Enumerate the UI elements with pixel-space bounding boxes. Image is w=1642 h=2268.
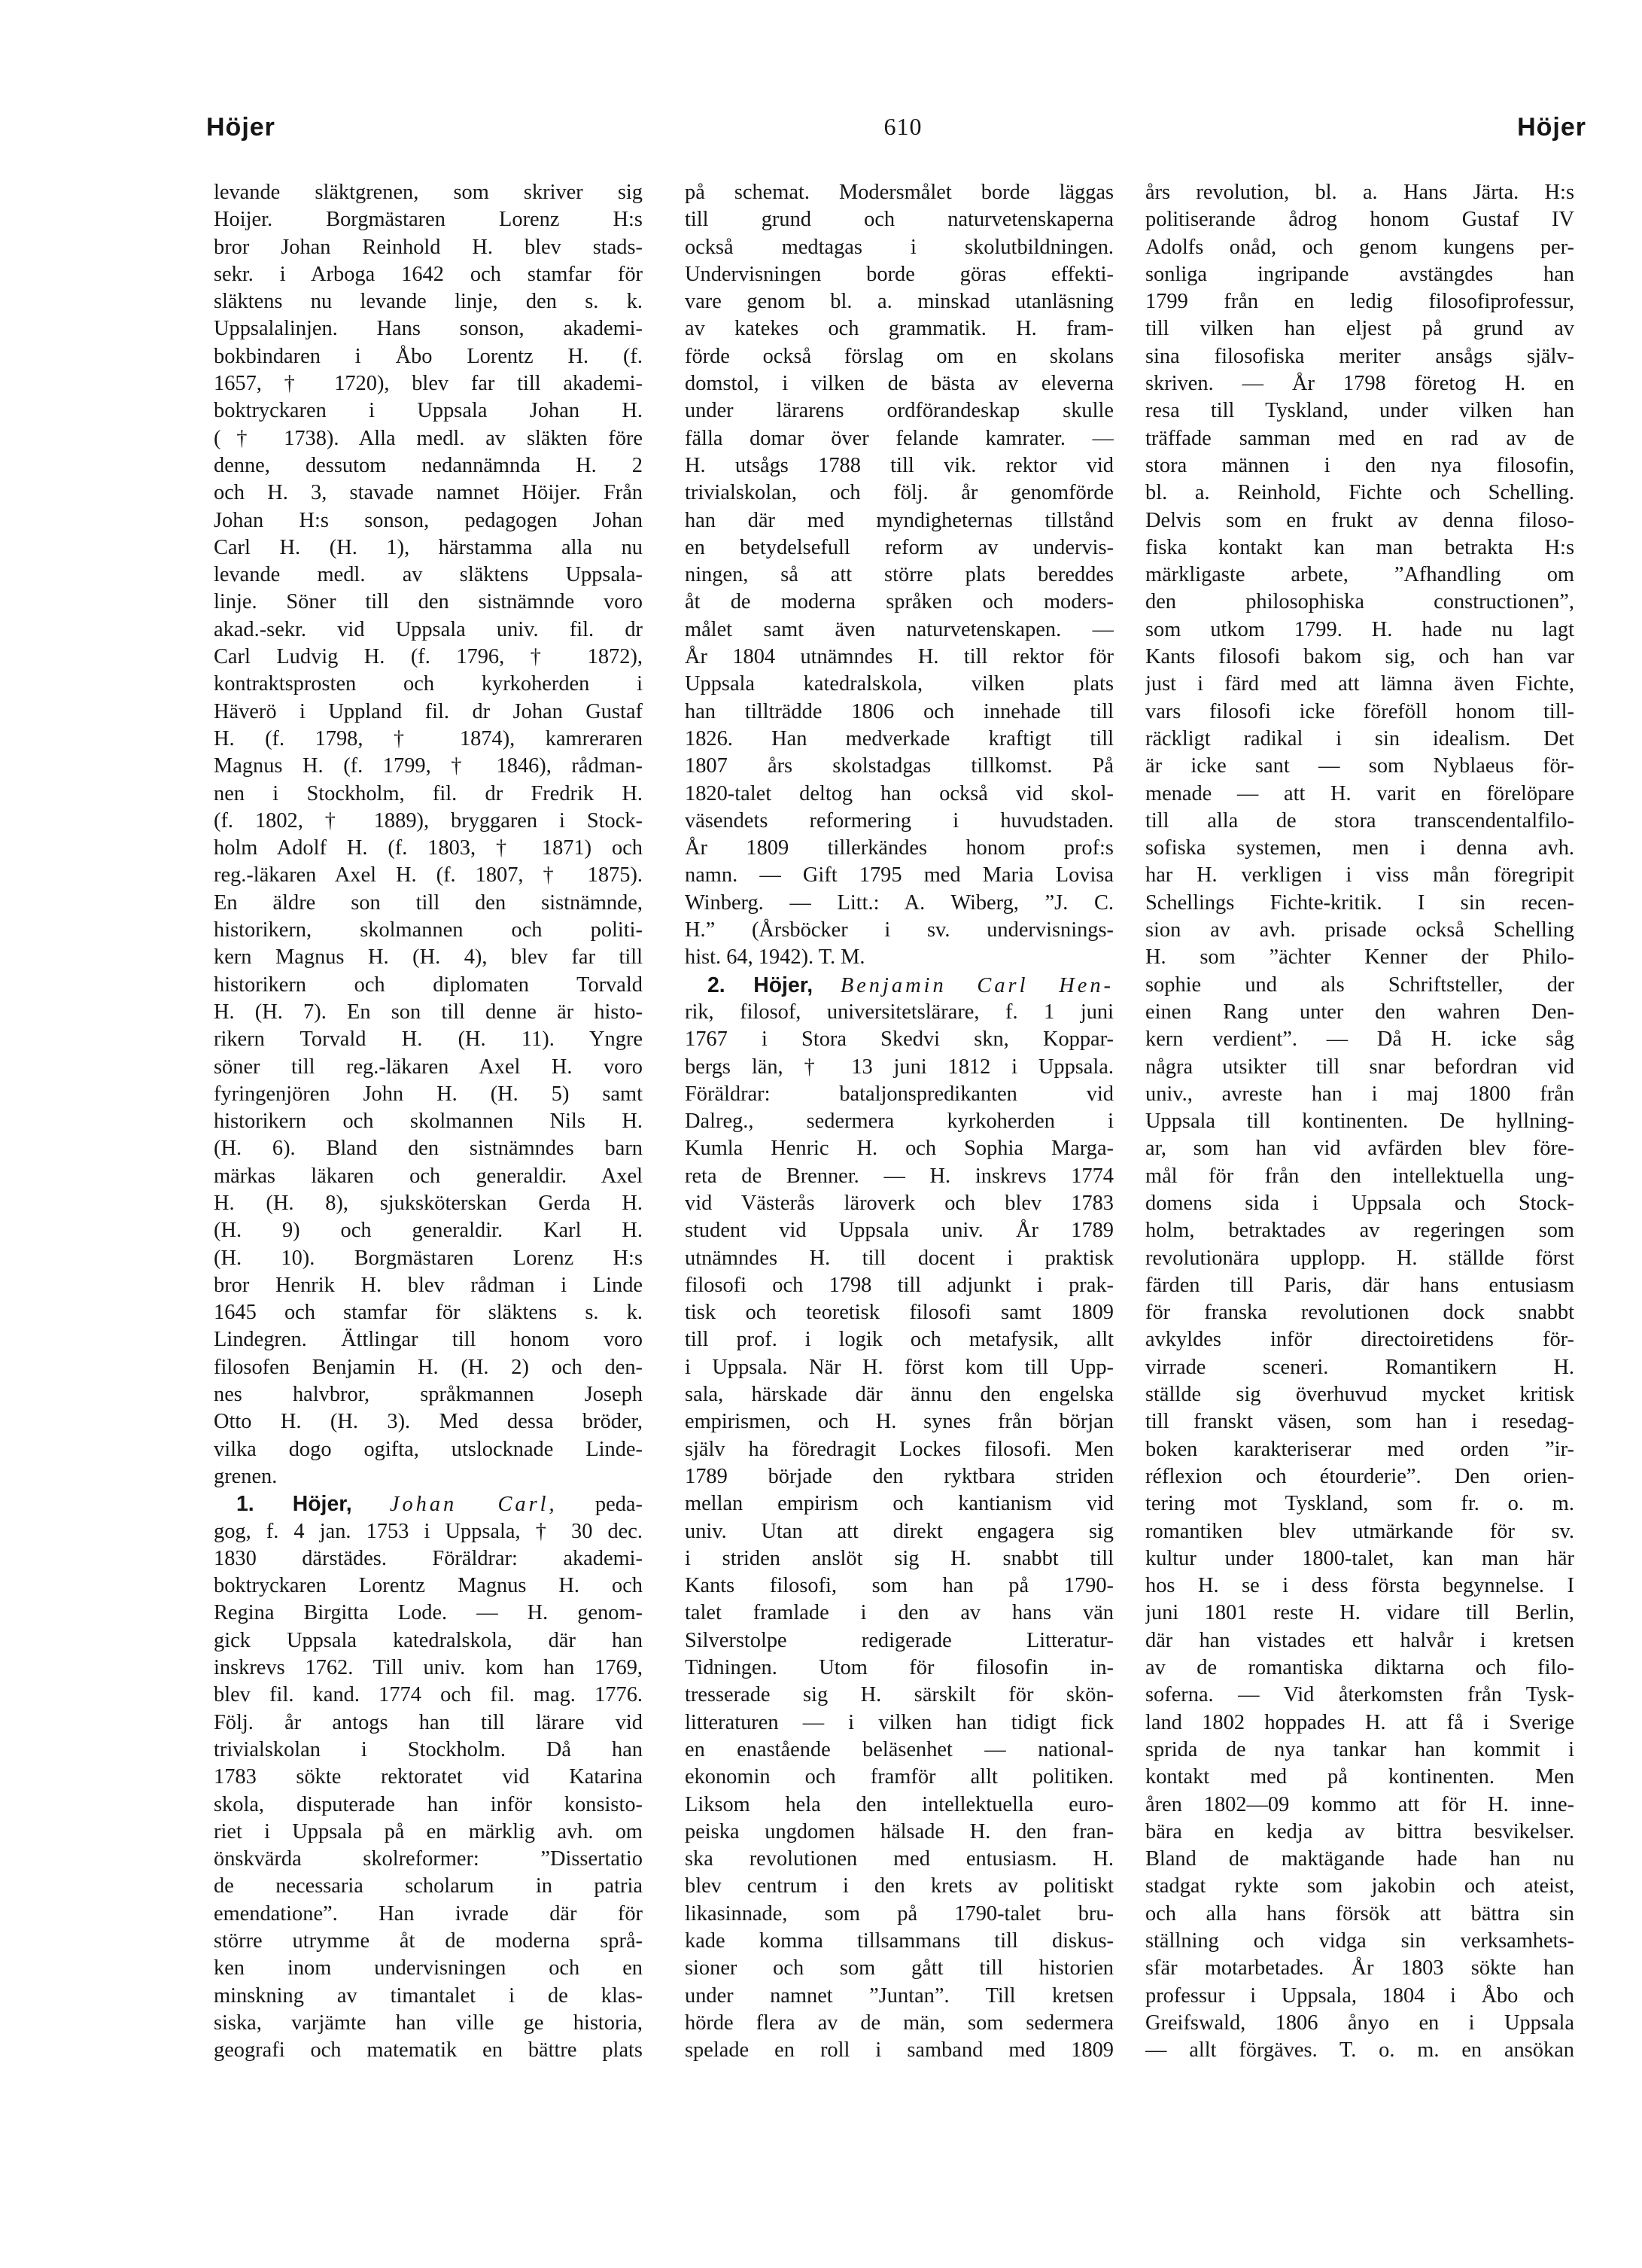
text-line: student vid Uppsala univ. År 1789 — [685, 1219, 1114, 1243]
text-line: under lärarens ordförandeskap skulle — [685, 399, 1114, 423]
text-line: Kumla Henric H. och Sophia Marga- — [685, 1137, 1114, 1161]
text-line: stora männen i den nya filosofin, — [1145, 453, 1574, 477]
text-line: söner till reg.-läkaren Axel H. voro — [214, 1055, 643, 1079]
text-line: räckligt radikal i sin idealism. Det — [1145, 726, 1574, 750]
column-middle — [685, 179, 1114, 2064]
column-left — [214, 179, 643, 2064]
text-line: H. som ”ächter Kenner der Philo- — [1145, 945, 1574, 970]
text-line: Delvis som en frukt av denna filoso- — [1145, 508, 1574, 532]
text-line: vilka dogo ogifta, utslocknade Linde- — [214, 1437, 643, 1461]
text-line: 1767 i Stora Skedvi skn, Koppar- — [685, 1027, 1114, 1052]
text-line: († 1738). Alla medl. av släkten före — [214, 426, 643, 450]
text-line: Häverö i Uppland fil. dr Johan Gustaf — [214, 699, 643, 723]
text-line: domstol, i vilken de bästa av eleverna — [685, 372, 1114, 396]
text-line: blev centrum i den krets av politiskt — [685, 1874, 1114, 1898]
text-line: bror Johan Reinhold H. blev stads- — [214, 235, 643, 259]
text-line: mellan empirism och kantianism vid — [685, 1492, 1114, 1516]
text-line: År 1804 utnämndes H. till rektor för — [685, 645, 1114, 669]
text-line: sfär motarbetades. År 1803 sökte han — [1145, 1956, 1574, 1980]
text-line: peiska ungdomen hälsade H. den fran- — [685, 1819, 1114, 1843]
text-line: till alla de stora transcendentalfilo- — [1145, 808, 1574, 833]
text-line: vare genom bl. a. minskad utanläsning — [685, 290, 1114, 314]
text-line: reg.-läkaren Axel H. (f. 1807, † 1875). — [214, 863, 643, 887]
text-line: kern Magnus H. (H. 4), blev far till — [214, 945, 643, 970]
text-line: för franska revolutionen dock snabbt — [1145, 1301, 1574, 1325]
text-line: sonliga ingripande avstängdes han — [1145, 262, 1574, 286]
text-line: i striden anslöt sig H. snabbt till — [685, 1546, 1114, 1570]
text-line: Uppsalalinjen. Hans sonson, akademi- — [214, 317, 643, 341]
text-line: levande medl. av släktens Uppsala- — [214, 563, 643, 587]
text-line: till vilken han eljest på grund av — [1145, 317, 1574, 341]
text-line: åt de moderna språken och moders- — [685, 590, 1114, 614]
text-line: talet framlade i den av hans vän — [685, 1601, 1114, 1625]
text-line: vars filosofi icke föreföll honom till- — [1145, 699, 1574, 723]
entry-heading — [685, 972, 1114, 999]
text-line: mål för från den intellektuella ung- — [1145, 1164, 1574, 1188]
text-line: historikern, skolmannen och politi- — [214, 918, 643, 942]
text-line: just i färd med att lämna även Fichte, — [1145, 672, 1574, 696]
text-line: Bland de maktägande hade han nu — [1145, 1847, 1574, 1871]
text-line: gick Uppsala katedralskola, där han — [214, 1628, 643, 1652]
text-line: också medtagas i skolutbildningen. — [685, 235, 1114, 259]
text-line: emendatione”. Han ivrade där för — [214, 1901, 643, 1926]
text-line: bror Henrik H. blev rådman i Linde — [214, 1273, 643, 1297]
text-line: släktens nu levande linje, den s. k. — [214, 290, 643, 314]
text-line: En äldre son till den sistnämnde, — [214, 890, 643, 915]
text-line: Adolfs onåd, och genom kungens per- — [1145, 235, 1574, 259]
text-line: denne, dessutom nedannämnda H. 2 — [214, 453, 643, 477]
text-line: Hoijer. Borgmästaren Lorenz H:s — [214, 208, 643, 232]
text-line: reta de Brenner. — H. inskrevs 1774 — [685, 1164, 1114, 1188]
text-line: domens sida i Uppsala och Stock- — [1145, 1191, 1574, 1215]
text-line: H. (H. 8), sjuksköterskan Gerda H. — [214, 1191, 643, 1215]
text-line: under namnet ”Juntan”. Till kretsen — [685, 1983, 1114, 2008]
text-line: till franskt väsen, som han i resedag- — [1145, 1410, 1574, 1434]
text-line: menade — att H. varit en förelöpare — [1145, 781, 1574, 805]
text-line: Silverstolpe redigerade Litteratur- — [685, 1628, 1114, 1652]
text-line: Undervisningen borde göras effekti- — [685, 262, 1114, 286]
text-line: 1783 sökte rektoratet vid Katarina — [214, 1765, 643, 1789]
text-line: utnämndes H. till docent i praktisk — [685, 1246, 1114, 1270]
entry-suffix: peda- — [594, 1493, 643, 1517]
text-line: Kants filosofi bakom sig, och han var — [1145, 645, 1574, 669]
text-line: kontraktsprosten och kyrkoherden i — [214, 672, 643, 696]
text-line: levande släktgrenen, som skriver sig — [214, 181, 643, 204]
text-line: kontakt med på kontinenten. Men — [1145, 1765, 1574, 1789]
text-line: fyringenjören John H. (H. 5) samt — [214, 1082, 643, 1106]
text-line: 1820-talet deltog han också vid skol- — [685, 781, 1114, 805]
text-line: skriven. — År 1798 företog H. en — [1145, 372, 1574, 396]
text-line: och alla hans försök att bättra sin — [1145, 1901, 1574, 1926]
text-line: sioner och som gått till historien — [685, 1956, 1114, 1980]
text-line: ekonomin och framför allt politiken. — [685, 1765, 1114, 1789]
text-line: nen i Stockholm, fil. dr Fredrik H. — [214, 781, 643, 805]
text-line: sion av avh. prisade också Schelling — [1145, 918, 1574, 942]
text-line: hist. 64, 1942). T. M. — [685, 945, 865, 970]
column-right — [1145, 179, 1574, 2064]
text-line: blev fil. kand. 1774 och fil. mag. 1776. — [214, 1683, 643, 1707]
text-line: och H. 3, stavade namnet Höijer. Från — [214, 481, 643, 505]
text-line: fälla domar över felande kamrater. — — [685, 426, 1114, 450]
text-line: Dalreg., sedermera kyrkoherden i — [685, 1110, 1114, 1134]
entry-heading — [214, 1490, 643, 1518]
text-line: skola, disputerade han inför konsisto- — [214, 1792, 643, 1816]
text-line: 1826. Han medverkade kraftigt till — [685, 726, 1114, 750]
text-line: stadgat rykte som jakobin och ateist, — [1145, 1874, 1574, 1898]
text-line: Johan H:s sonson, pedagogen Johan — [214, 508, 643, 532]
text-line: träffade samman med en rad av de — [1145, 426, 1574, 450]
text-line: univ., avreste han i maj 1800 från — [1145, 1082, 1574, 1106]
text-line: inskrevs 1762. Till univ. kom han 1769, — [214, 1656, 643, 1680]
text-line: nes halvbror, språkmannen Joseph — [214, 1383, 643, 1407]
text-line: en enastående beläsenhet — national- — [685, 1737, 1114, 1761]
text-line: romantiken blev utmärkande för sv. — [1145, 1519, 1574, 1543]
text-line: likasinnade, som på 1790-talet bru- — [685, 1901, 1114, 1926]
text-line: boktryckaren Lorentz Magnus H. och — [214, 1574, 643, 1598]
entry-number: 2. Höjer, — [707, 973, 813, 997]
text-line: kultur under 1800-talet, kan man här — [1145, 1546, 1574, 1570]
text-line: filosofen Benjamin H. (H. 2) och den- — [214, 1355, 643, 1379]
text-line: 1789 började den ryktbara striden — [685, 1464, 1114, 1488]
text-line: Lindegren. Ättlingar till honom voro — [214, 1328, 643, 1352]
text-line: historikern och skolmannen Nils H. — [214, 1110, 643, 1134]
text-line: holm Adolf H. (f. 1803, † 1871) och — [214, 836, 643, 860]
text-line: sekr. i Arboga 1642 och stamfar för — [214, 262, 643, 286]
text-line: själv ha föredragit Lockes filosofi. Men — [685, 1437, 1114, 1461]
text-line: i Uppsala. När H. först kom till Upp- — [685, 1355, 1114, 1379]
text-line: tering mot Tyskland, som fr. o. m. — [1145, 1492, 1574, 1516]
text-line: univ. Utan att direkt engagera sig — [685, 1519, 1114, 1543]
text-line: virrade sceneri. Romantikern H. — [1145, 1355, 1574, 1379]
text-line: siska, varjämte han ville ge historia, — [214, 2011, 643, 2035]
text-line: några utsikter till snar befordran vid — [1145, 1055, 1574, 1079]
text-line: hos H. se i dess första begynnelse. I — [1145, 1574, 1574, 1598]
text-line: sofiska systemen, men i denna avh. — [1145, 836, 1574, 860]
text-line: boken karakteriserar med orden ”ir- — [1145, 1437, 1574, 1461]
text-line: litteraturen — i vilken han tidigt fick — [685, 1710, 1114, 1734]
text-line: holm, betraktades av regeringen som — [1145, 1219, 1574, 1243]
text-line: Schellings Fichte-kritik. I sin recen- — [1145, 890, 1574, 915]
text-line: revolutionära upplopp. H. ställde först — [1145, 1246, 1574, 1270]
text-line: Regina Birgitta Lode. — H. genom- — [214, 1601, 643, 1625]
text-line: gog, f. 4 jan. 1753 i Uppsala, † 30 dec. — [214, 1519, 643, 1543]
text-line: kade komma tillsammans till diskus- — [685, 1929, 1114, 1953]
page-number: 610 — [883, 113, 923, 140]
text-line: namn. — Gift 1795 med Maria Lovisa — [685, 863, 1114, 887]
text-line: ningen, så att större plats bereddes — [685, 563, 1114, 587]
text-line: empirismen, och H. synes från början — [685, 1410, 1114, 1434]
text-line: juni 1801 reste H. vidare till Berlin, — [1145, 1601, 1574, 1625]
text-line: tresserade sig H. särskilt för skön- — [685, 1683, 1114, 1707]
text-line: av de romantiska diktarna och filo- — [1145, 1656, 1574, 1680]
text-line: Uppsala katedralskola, vilken plats — [685, 672, 1114, 696]
text-line: kern verdient”. — Då H. icke såg — [1145, 1027, 1574, 1052]
text-line: har H. verkligen i viss mån föregripit — [1145, 863, 1574, 887]
text-line: vid Västerås läroverk och blev 1783 — [685, 1191, 1114, 1215]
text-line: — allt förgäves. T. o. m. en ansökan — [1145, 2038, 1574, 2063]
text-line: bära en kedja av bittra besvikelser. — [1145, 1819, 1574, 1843]
text-line: Carl Ludvig H. (f. 1796, † 1872), — [214, 645, 643, 669]
text-line: ställde sig överhuvud mycket kritisk — [1145, 1383, 1574, 1407]
running-head-left: Höjer — [206, 113, 275, 142]
text-line: minskning av timantalet i de klas- — [214, 1983, 643, 2008]
text-line: (H. 6). Bland den sistnämndes barn — [214, 1137, 643, 1161]
text-line: tisk och teoretisk filosofi samt 1809 — [685, 1301, 1114, 1325]
text-line: han tillträdde 1806 och innehade till — [685, 699, 1114, 723]
text-line: bokbindaren i Åbo Lorentz H. (f. — [214, 344, 643, 368]
text-line: akad.-sekr. vid Uppsala univ. fil. dr — [214, 617, 643, 641]
text-line: sala, härskade där ännu den engelska — [685, 1383, 1114, 1407]
text-line: H. (H. 7). En son till denne är histo- — [214, 1000, 643, 1024]
text-line: rik, filosof, universitetslärare, f. 1 juni — [685, 1000, 1114, 1024]
text-line: spelade en roll i samband med 1809 — [685, 2038, 1114, 2063]
text-line: märkligaste arbete, ”Afhandling om — [1145, 563, 1574, 587]
text-line: Följ. år antogs han till lärare vid — [214, 1710, 643, 1734]
entry-name: Benjamin Carl Hen- — [840, 973, 1114, 997]
text-line: den philosophiska constructionen”, — [1145, 590, 1574, 614]
text-line: sina filosofiska meriter ansågs själv- — [1145, 344, 1574, 368]
text-line: till prof. i logik och metafysik, allt — [685, 1328, 1114, 1352]
text-line: trivialskolan i Stockholm. Då han — [214, 1737, 643, 1761]
text-line: 1657, † 1720), blev far till akademi- — [214, 372, 643, 396]
text-line: märkas läkaren och generaldir. Axel — [214, 1164, 643, 1188]
text-line: Magnus H. (f. 1799, † 1846), rådman- — [214, 754, 643, 778]
text-line: (H. 10). Borgmästaren Lorenz H:s — [214, 1246, 643, 1270]
text-line: H. (f. 1798, † 1874), kamreraren — [214, 726, 643, 750]
text-line: målet samt även naturvetenskapen. — — [685, 617, 1114, 641]
text-line: réflexion och étourderie”. Den orien- — [1145, 1464, 1574, 1488]
text-line: ar, som han vid avfärden blev före- — [1145, 1137, 1574, 1161]
text-line: professur i Uppsala, 1804 i Åbo och — [1145, 1983, 1574, 2008]
text-line: färden till Paris, där hans entusiasm — [1145, 1273, 1574, 1297]
entry-number: 1. Höjer, — [236, 1492, 352, 1517]
text-line: riet i Uppsala på en märklig avh. om — [214, 1819, 643, 1843]
text-line: en betydelsefull reform av undervis- — [685, 535, 1114, 559]
text-line: önskvärda skolreformer: ”Dissertatio — [214, 1847, 643, 1871]
text-line: fiska kontakt kan man betrakta H:s — [1145, 535, 1574, 559]
text-line: där han vistades ett halvår i kretsen — [1145, 1628, 1574, 1652]
text-line: Uppsala till kontinenten. De hyllning- — [1145, 1110, 1574, 1134]
text-line: Otto H. (H. 3). Med dessa bröder, — [214, 1410, 643, 1434]
text-line: som utkom 1799. H. hade nu lagt — [1145, 617, 1574, 641]
text-line: resa till Tyskland, under vilken han — [1145, 399, 1574, 423]
text-line: avkyldes inför directoiretidens för- — [1145, 1328, 1574, 1352]
text-line: 1645 och stamfar för släktens s. k. — [214, 1301, 643, 1325]
text-line: 1830 därstädes. Föräldrar: akademi- — [214, 1546, 643, 1570]
text-line: till grund och naturvetenskaperna — [685, 208, 1114, 232]
text-line: grenen. — [214, 1464, 278, 1488]
text-line: av katekes och grammatik. H. fram- — [685, 317, 1114, 341]
text-line: är icke sant — som Nyblaeus för- — [1145, 754, 1574, 778]
text-line: bl. a. Reinhold, Fichte och Schelling. — [1145, 481, 1574, 505]
text-line: Carl H. (H. 1), härstamma alla nu — [214, 535, 643, 559]
text-line: linje. Söner till den sistnämnde voro — [214, 590, 643, 614]
text-line: H. utsågs 1788 till vik. rektor vid — [685, 453, 1114, 477]
text-line: politiserande ådrog honom Gustaf IV — [1145, 208, 1574, 232]
text-line: ken inom undervisningen och en — [214, 1956, 643, 1980]
text-line: Tidningen. Utom för filosofin in- — [685, 1656, 1114, 1680]
text-line: de necessaria scholarum in patria — [214, 1874, 643, 1898]
text-line: hörde flera av de män, som sedermera — [685, 2011, 1114, 2035]
text-line: (f. 1802, † 1889), bryggaren i Stock- — [214, 808, 643, 833]
text-line: soferna. — Vid återkomsten från Tysk- — [1145, 1683, 1574, 1707]
text-line: Winberg. — Litt.: A. Wiberg, ”J. C. — [685, 890, 1114, 915]
text-line: Kants filosofi, som han på 1790- — [685, 1574, 1114, 1598]
running-head-right: Höjer — [1517, 113, 1586, 142]
text-line: filosofi och 1798 till adjunkt i prak- — [685, 1273, 1114, 1297]
text-line: ställning och vidga sin verksamhets- — [1145, 1929, 1574, 1953]
text-line: historikern och diplomaten Torvald — [214, 973, 643, 997]
text-line: på schemat. Modersmålet borde läggas — [685, 181, 1114, 204]
text-line: Liksom hela den intellektuella euro- — [685, 1792, 1114, 1816]
text-line: han där med myndigheternas tillstånd — [685, 508, 1114, 532]
text-line: 1807 års skolstadgas tillkomst. På — [685, 754, 1114, 778]
text-line: H.” (Årsböcker i sv. undervisnings- — [685, 918, 1114, 942]
text-line: förde också förslag om en skolans — [685, 344, 1114, 368]
text-line: rikern Torvald H. (H. 11). Yngre — [214, 1027, 643, 1052]
text-line: väsendets reformering i huvudstaden. — [685, 808, 1114, 833]
text-line: (H. 9) och generaldir. Karl H. — [214, 1219, 643, 1243]
entry-name: Johan Carl, — [389, 1493, 558, 1517]
text-line: 1799 från en ledig filosofiprofessur, — [1145, 290, 1574, 314]
text-line: År 1809 tillerkändes honom prof:s — [685, 836, 1114, 860]
text-line: sprida de nya tankar han kommit i — [1145, 1737, 1574, 1761]
text-line: sophie und als Schriftsteller, der — [1145, 973, 1574, 997]
text-line: land 1802 hoppades H. att få i Sverige — [1145, 1710, 1574, 1734]
text-line: års revolution, bl. a. Hans Järta. H:s — [1145, 181, 1574, 204]
text-line: trivialskolan, och följ. år genomförde — [685, 481, 1114, 505]
text-line: åren 1802—09 kommo att för H. inne- — [1145, 1792, 1574, 1816]
text-line: boktryckaren i Uppsala Johan H. — [214, 399, 643, 423]
text-line: einen Rang unter den wahren Den- — [1145, 1000, 1574, 1024]
text-line: Föräldrar: bataljonspredikanten vid — [685, 1082, 1114, 1106]
text-line: större utrymme åt de moderna språ- — [214, 1929, 643, 1953]
text-line: ska revolutionen med entusiasm. H. — [685, 1847, 1114, 1871]
text-line: bergs län, † 13 juni 1812 i Uppsala. — [685, 1055, 1114, 1079]
text-line: geografi och matematik en bättre plats — [214, 2038, 643, 2063]
text-line: Greifswald, 1806 ånyo en i Uppsala — [1145, 2011, 1574, 2035]
